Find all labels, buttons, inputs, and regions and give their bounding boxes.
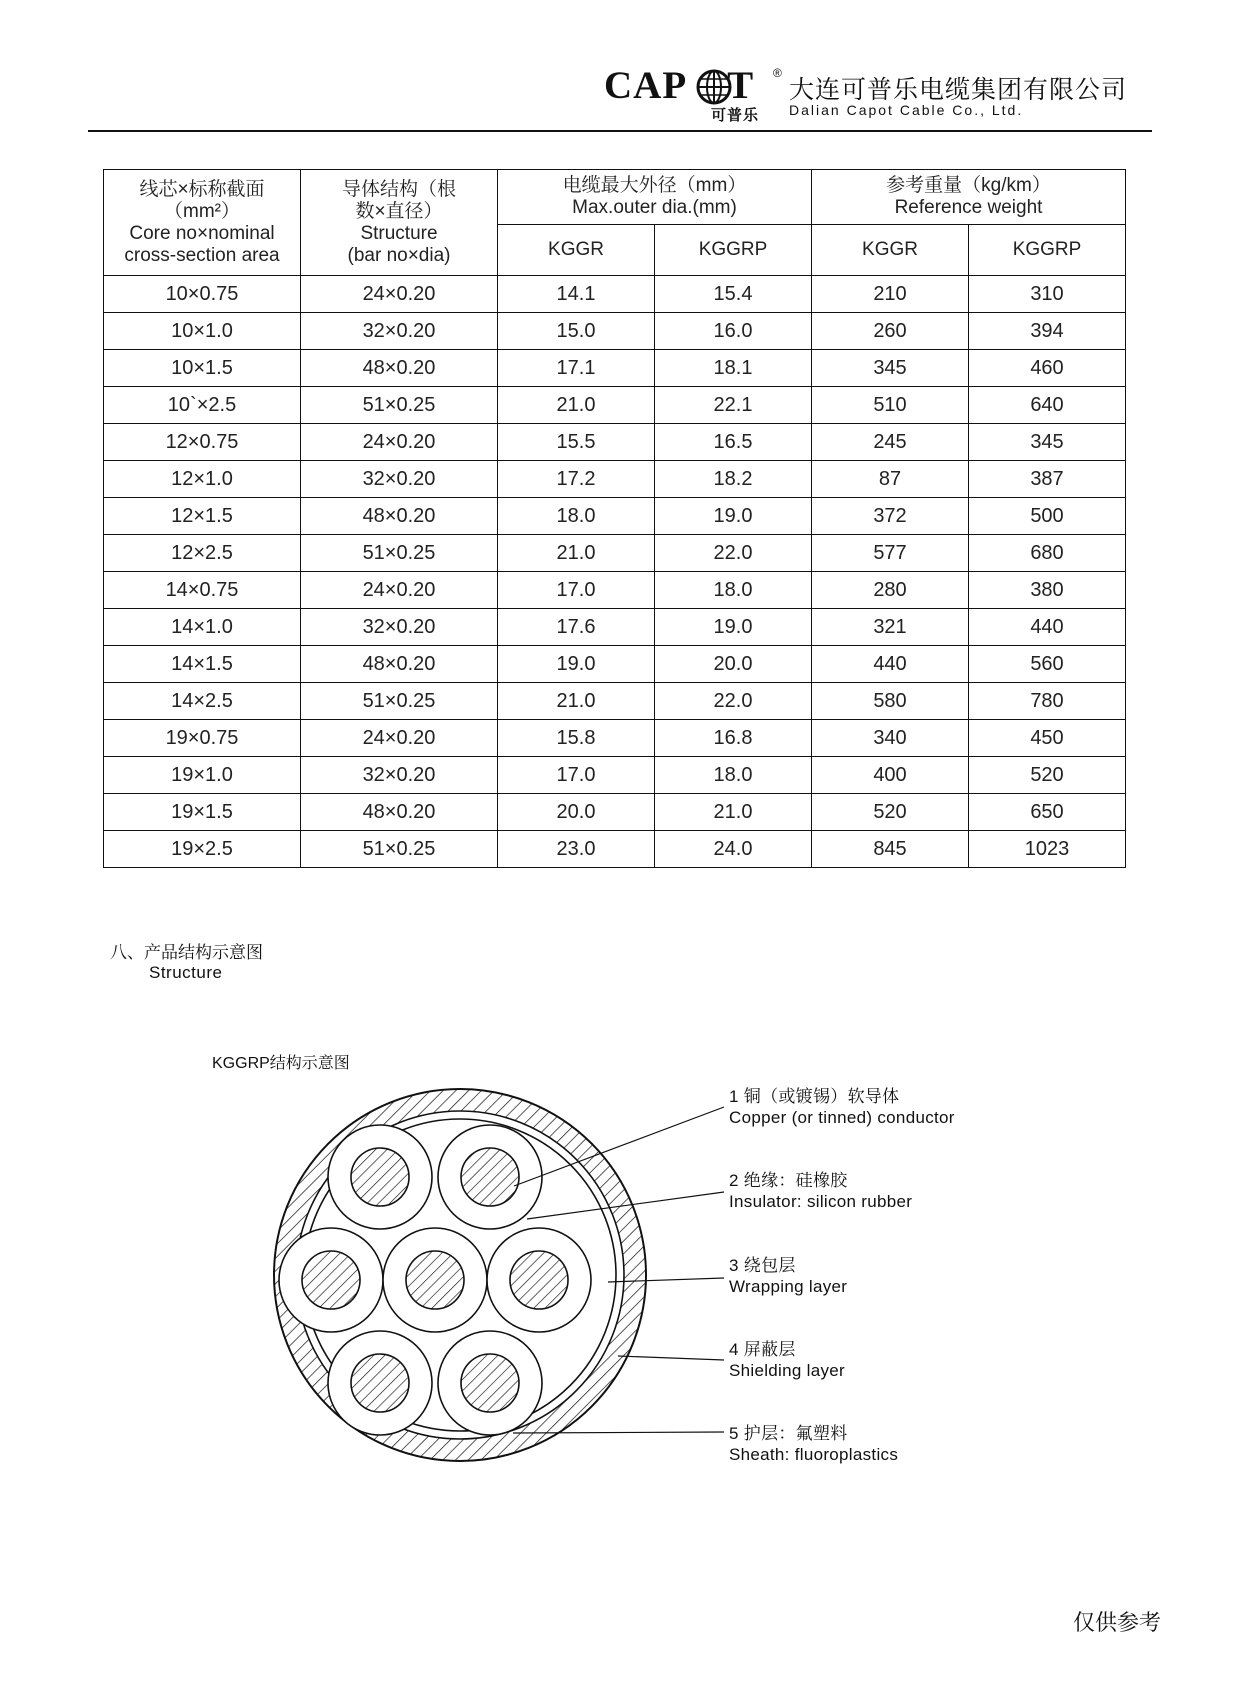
table-row: [104, 350, 1126, 387]
sub-header-kggrp-weight: KGGRP: [969, 225, 1126, 276]
core-conductor: [302, 1251, 360, 1309]
table-cell: 21.0: [498, 535, 655, 572]
table-cell: 24×0.20: [301, 720, 498, 757]
table-cell: 1023: [969, 831, 1126, 868]
table-cell: 18.0: [498, 498, 655, 535]
table-cell: 51×0.25: [301, 535, 498, 572]
table-cell: 372: [812, 498, 969, 535]
cable-core: [487, 1228, 591, 1332]
table-cell: 19.0: [498, 646, 655, 683]
table-cell: 17.2: [498, 461, 655, 498]
table-cell: 210: [812, 276, 969, 313]
table-cell: 345: [969, 424, 1126, 461]
table-cell: 19.0: [655, 609, 812, 646]
table-row: [104, 646, 1126, 683]
label-wrapping-en: Wrapping layer: [729, 1277, 848, 1296]
table-cell: 260: [812, 313, 969, 350]
table-cell: 14×1.5: [104, 646, 301, 683]
table-cell: 51×0.25: [301, 683, 498, 720]
table-cell: 640: [969, 387, 1126, 424]
table-cell: 440: [969, 609, 1126, 646]
table-cell: 560: [969, 646, 1126, 683]
table-cell: 17.0: [498, 757, 655, 794]
table-cell: 380: [969, 572, 1126, 609]
table-cell: 24×0.20: [301, 424, 498, 461]
table-row: [104, 572, 1126, 609]
core-conductor: [406, 1251, 464, 1309]
table-cell: 18.0: [655, 757, 812, 794]
table-cell: 16.8: [655, 720, 812, 757]
table-cell: 14.1: [498, 276, 655, 313]
label-insulator-cn: 2 绝缘：硅橡胶: [729, 1171, 848, 1190]
table-cell: 450: [969, 720, 1126, 757]
table-row: [104, 683, 1126, 720]
table-row: [104, 757, 1126, 794]
core-conductor: [510, 1251, 568, 1309]
cable-core: [438, 1331, 542, 1435]
table-cell: 10×0.75: [104, 276, 301, 313]
core-conductor: [351, 1354, 409, 1412]
table-cell: 22.0: [655, 535, 812, 572]
table-cell: 15.0: [498, 313, 655, 350]
table-cell: 19×1.0: [104, 757, 301, 794]
core-conductor: [461, 1354, 519, 1412]
table-cell: 245: [812, 424, 969, 461]
cable-core: [279, 1228, 383, 1332]
table-cell: 32×0.20: [301, 609, 498, 646]
reference-only-note: 仅供参考: [1073, 1610, 1162, 1635]
table-cell: 345: [812, 350, 969, 387]
cable-core: [328, 1125, 432, 1229]
table-cell: 400: [812, 757, 969, 794]
table-row: [104, 313, 1126, 350]
table-cell: 460: [969, 350, 1126, 387]
table-cell: 845: [812, 831, 969, 868]
table-cell: 19×2.5: [104, 831, 301, 868]
table-cell: 15.5: [498, 424, 655, 461]
table-cell: 19×1.5: [104, 794, 301, 831]
table-cell: 15.4: [655, 276, 812, 313]
label-shielding: [729, 1339, 845, 1381]
table-cell: 15.8: [498, 720, 655, 757]
table-cell: 21.0: [498, 387, 655, 424]
table-cell: 48×0.20: [301, 794, 498, 831]
company-name-cn: 大连可普乐电缆集团有限公司: [789, 76, 1128, 104]
table-cell: 280: [812, 572, 969, 609]
label-insulator: [729, 1170, 912, 1212]
table-cell: 14×2.5: [104, 683, 301, 720]
table-cell: 19.0: [655, 498, 812, 535]
table-cell: 18.0: [655, 572, 812, 609]
table-cell: 24×0.20: [301, 572, 498, 609]
table-row: [104, 498, 1126, 535]
table-cell: 16.5: [655, 424, 812, 461]
table-cell: 14×0.75: [104, 572, 301, 609]
table-cell: 321: [812, 609, 969, 646]
label-shielding-cn: 4 屏蔽层: [729, 1340, 796, 1359]
table-cell: 20.0: [655, 646, 812, 683]
section-heading-en: Structure: [149, 963, 223, 982]
header-divider: [88, 130, 1152, 132]
label-sheath: [729, 1423, 898, 1465]
table-cell: 20.0: [498, 794, 655, 831]
table-cell: 520: [812, 794, 969, 831]
label-shielding-en: Shielding layer: [729, 1361, 846, 1380]
sub-header-kggrp-dia: KGGRP: [655, 225, 812, 276]
core-conductor: [461, 1148, 519, 1206]
table-cell: 16.0: [655, 313, 812, 350]
col-header-outer-dia-cn: 电缆最大外径（mm）: [562, 175, 747, 196]
table-row: [104, 609, 1126, 646]
table-cell: 680: [969, 535, 1126, 572]
cable-core: [438, 1125, 542, 1229]
table-cell: 650: [969, 794, 1126, 831]
table-cell: 32×0.20: [301, 757, 498, 794]
label-wrapping-cn: 3 绕包层: [729, 1256, 796, 1275]
table-cell: 24×0.20: [301, 276, 498, 313]
table-row: [104, 794, 1126, 831]
table-row: [104, 276, 1126, 313]
table-cell: 10×1.5: [104, 350, 301, 387]
table-cell: 580: [812, 683, 969, 720]
cable-core: [383, 1228, 487, 1332]
table-cell: 310: [969, 276, 1126, 313]
label-conductor-en: Copper (or tinned) conductor: [729, 1108, 955, 1127]
table-cell: 87: [812, 461, 969, 498]
table-cell: 14×1.0: [104, 609, 301, 646]
col-header-structure-cn: 导体结构（根数×直径）: [341, 178, 456, 222]
col-header-weight-en: Reference weight: [894, 197, 1043, 218]
table-row: [104, 424, 1126, 461]
label-sheath-en: Sheath: fluoroplastics: [729, 1445, 899, 1464]
company-name-en: Dalian Capot Cable Co., Ltd.: [789, 102, 1024, 118]
table-cell: 577: [812, 535, 969, 572]
label-sheath-cn: 5 护层：氟塑料: [729, 1424, 848, 1443]
cable-core: [328, 1331, 432, 1435]
cable-cross-section-diagram: [270, 1085, 650, 1465]
table-cell: 520: [969, 757, 1126, 794]
brand-cn-name: 可普乐: [711, 107, 760, 124]
table-cell: 510: [812, 387, 969, 424]
table-cell: 51×0.25: [301, 387, 498, 424]
col-header-structure: [301, 170, 498, 276]
sub-header-kggr-weight: KGGR: [812, 225, 969, 276]
table-cell: 340: [812, 720, 969, 757]
spec-table: [103, 169, 1126, 868]
table-cell: 12×1.5: [104, 498, 301, 535]
table-cell: 48×0.20: [301, 350, 498, 387]
table-cell: 18.1: [655, 350, 812, 387]
registered-mark: ®: [773, 66, 782, 80]
table-cell: 23.0: [498, 831, 655, 868]
table-cell: 32×0.20: [301, 461, 498, 498]
table-cell: 22.0: [655, 683, 812, 720]
table-cell: 17.0: [498, 572, 655, 609]
col-header-core-cn: 线芯×标称截面（mm²）: [139, 178, 265, 222]
core-conductor: [351, 1148, 409, 1206]
table-cell: 10×1.0: [104, 313, 301, 350]
globe-icon: [695, 68, 733, 106]
table-cell: 12×1.0: [104, 461, 301, 498]
table-cell: 17.1: [498, 350, 655, 387]
table-cell: 24.0: [655, 831, 812, 868]
table-cell: 21.0: [498, 683, 655, 720]
table-row: [104, 535, 1126, 572]
table-cell: 18.2: [655, 461, 812, 498]
table-cell: 780: [969, 683, 1126, 720]
brand-logo-left: CAP: [604, 64, 688, 107]
label-wrapping: [729, 1255, 847, 1297]
col-header-core-en: Core no×nominal cross-section area: [124, 222, 280, 266]
label-conductor-cn: 1 铜（或镀锡）软导体: [729, 1087, 900, 1106]
table-row: [104, 831, 1126, 868]
label-conductor: [729, 1086, 955, 1128]
col-header-weight: [812, 170, 1126, 225]
col-header-core: [104, 170, 301, 276]
table-cell: 32×0.20: [301, 313, 498, 350]
table-cell: 48×0.20: [301, 646, 498, 683]
table-cell: 19×0.75: [104, 720, 301, 757]
col-header-outer-dia-en: Max.outer dia.(mm): [572, 197, 737, 218]
section-heading-cn: 八、产品结构示意图: [110, 943, 263, 962]
table-cell: 22.1: [655, 387, 812, 424]
sub-header-kggr-dia: KGGR: [498, 225, 655, 276]
table-cell: 48×0.20: [301, 498, 498, 535]
table-cell: 440: [812, 646, 969, 683]
brand-logo-right: T: [727, 64, 755, 107]
table-cell: 12×2.5: [104, 535, 301, 572]
table-cell: 500: [969, 498, 1126, 535]
table-row: [104, 720, 1126, 757]
table-cell: 21.0: [655, 794, 812, 831]
table-cell: 10`×2.5: [104, 387, 301, 424]
table-cell: 387: [969, 461, 1126, 498]
label-insulator-en: Insulator: silicon rubber: [729, 1192, 913, 1211]
col-header-outer-dia: [498, 170, 812, 225]
diagram-title: KGGRP结构示意图: [212, 1055, 350, 1072]
table-cell: 394: [969, 313, 1126, 350]
table-row: [104, 387, 1126, 424]
table-cell: 51×0.25: [301, 831, 498, 868]
table-row: [104, 461, 1126, 498]
table-cell: 17.6: [498, 609, 655, 646]
col-header-weight-cn: 参考重量（kg/km）: [886, 175, 1051, 196]
table-cell: 12×0.75: [104, 424, 301, 461]
col-header-structure-en: Structure (bar no×dia): [347, 222, 451, 266]
